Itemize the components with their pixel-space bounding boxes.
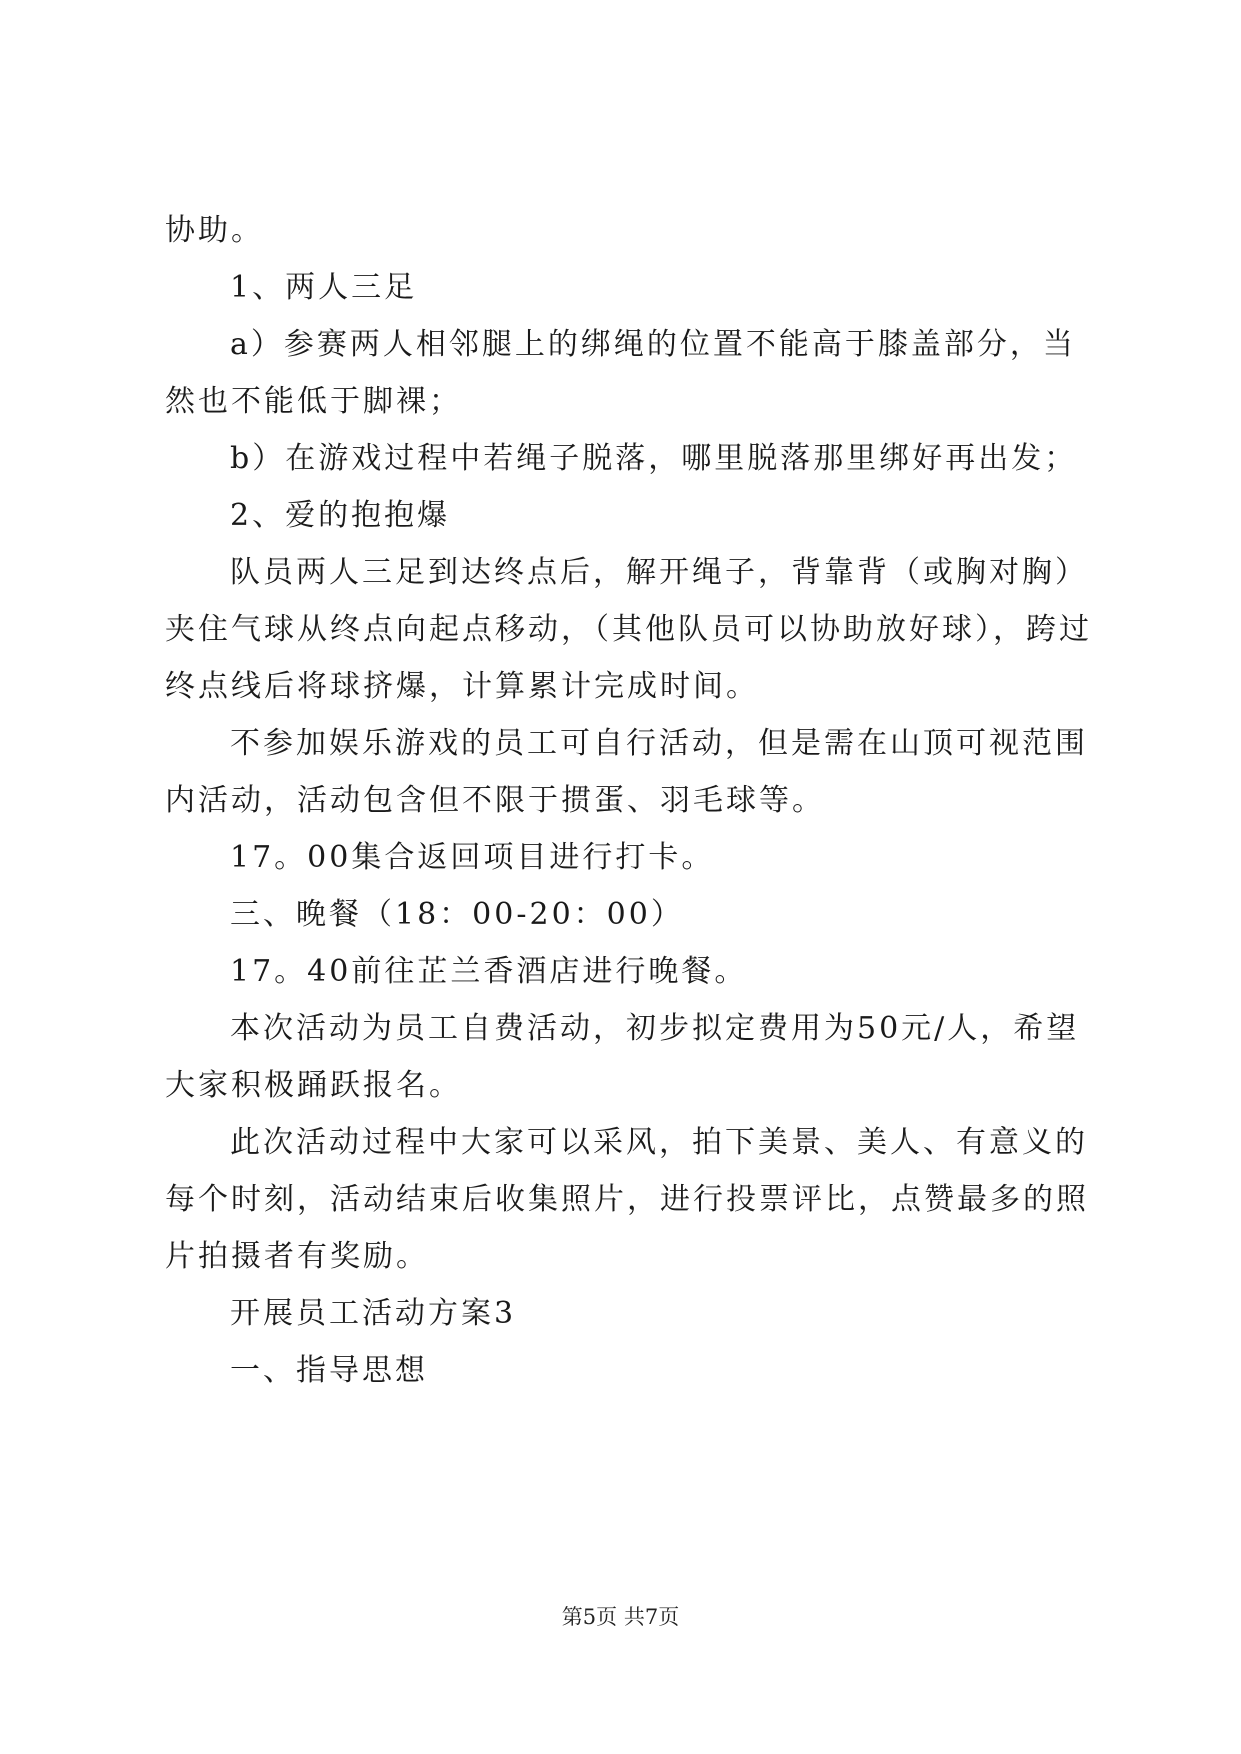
text-line: 片拍摄者有奖励。 xyxy=(165,1239,429,1274)
section-heading: 三、晚餐（18：00-20：00） xyxy=(230,897,684,932)
text-line: 本次活动为员工自费活动，初步拟定费用为50元/人，希望 xyxy=(230,1011,1080,1046)
text-line: 协助。 xyxy=(165,213,264,248)
text-line: 队员两人三足到达终点后，解开绳子，背靠背（或胸对胸） xyxy=(230,555,1088,590)
text-line: b）在游戏过程中若绳子脱落，哪里脱落那里绑好再出发； xyxy=(230,441,1078,476)
text-line: 内活动，活动包含但不限于掼蛋、羽毛球等。 xyxy=(165,783,825,818)
section-heading: 1、两人三足 xyxy=(230,270,418,305)
section-heading: 开展员工活动方案3 xyxy=(230,1296,517,1331)
text-line: 大家积极踊跃报名。 xyxy=(165,1068,462,1103)
text-line: 17。40前往芷兰香酒店进行晚餐。 xyxy=(230,954,748,989)
text-line: 夹住气球从终点向起点移动，（其他队员可以协助放好球），跨过 xyxy=(165,612,1092,647)
text-line: 然也不能低于脚裸； xyxy=(165,384,462,419)
text-line: 此次活动过程中大家可以采风，拍下美景、美人、有意义的 xyxy=(230,1125,1088,1160)
text-line: 终点线后将球挤爆，计算累计完成时间。 xyxy=(165,669,759,704)
section-heading: 一、指导思想 xyxy=(230,1353,428,1388)
text-line: a）参赛两人相邻腿上的绑绳的位置不能高于膝盖部分，当 xyxy=(230,327,1076,362)
text-line: 不参加娱乐游戏的员工可自行活动，但是需在山顶可视范围 xyxy=(230,726,1088,761)
page-number-footer: 第5页 共7页 xyxy=(561,1605,680,1629)
text-line: 17。00集合返回项目进行打卡。 xyxy=(230,840,715,875)
section-heading: 2、爱的抱抱爆 xyxy=(230,498,451,533)
text-line: 每个时刻，活动结束后收集照片，进行投票评比，点赞最多的照 xyxy=(165,1182,1089,1217)
